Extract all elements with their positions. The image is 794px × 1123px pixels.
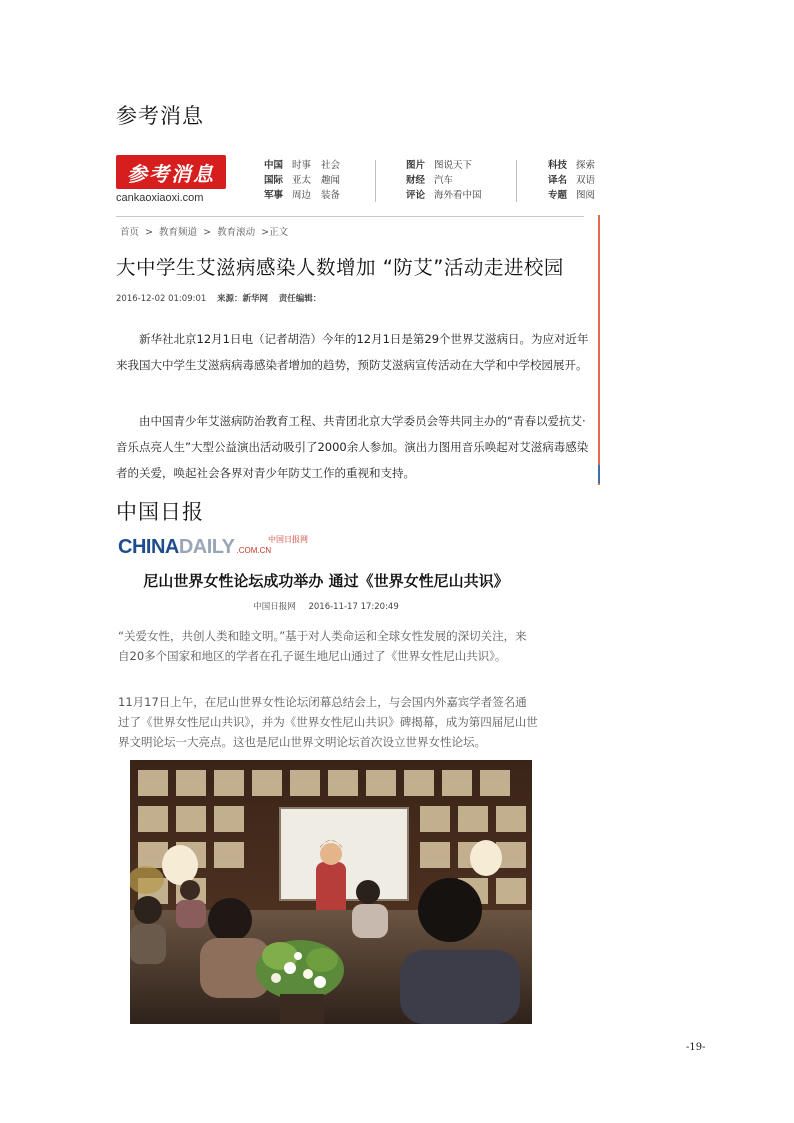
chinadaily-paragraph-2: 11月17日上午，在尼山世界女性论坛闭幕总结会上，与会国内外嘉宾学者签名通过了《世界女性尼山共识》，并为《世界女性尼山共识》碑揭幕，成为第四届尼山世界文明论坛一大亮点。这也是尼山世界文明论坛首次设立世界女性论坛。 (118, 695, 538, 749)
nav-head[interactable]: 专题 (548, 190, 568, 201)
cankao-logo-mark: 参考消息 (116, 155, 226, 189)
nav-separator (516, 160, 517, 202)
nav-head[interactable]: 财经 (406, 175, 426, 186)
nav-item[interactable]: 图阅 (576, 190, 596, 201)
article-source: 中国日报网 (253, 602, 296, 612)
nav-item[interactable]: 装备 (321, 190, 341, 201)
article-editor: 责任编辑： (278, 294, 322, 304)
cankao-logo[interactable] (116, 155, 228, 205)
breadcrumb-link-education[interactable]: 教育频道 (159, 227, 198, 238)
cankao-headline: 大中学生艾滋病感染人数增加 “防艾”活动走进校园 (116, 256, 564, 279)
cankao-paragraph-2: 由中国青少年艾滋病防治教育工程、共青团北京大学委员会等共同主办的“青春以爱抗艾·音乐点亮人生”大型公益演出活动吸引了2000余人参加。演出力图用音乐唤起对艾滋病毒感染者的关爱，唤起社会各界对青少年防艾工作的重视和支持。 (116, 414, 589, 480)
chinadaily-logo-domain: .COM.CN (236, 546, 272, 555)
breadcrumb (120, 224, 291, 238)
cankao-nav-col-1 (264, 158, 350, 203)
article-date: 2016-11-17 17:20:49 (308, 602, 399, 612)
cankao-article-meta (116, 292, 329, 304)
nav-item[interactable]: 趣闻 (321, 175, 341, 186)
nav-head[interactable]: 译名 (548, 175, 568, 186)
nav-head[interactable]: 科技 (548, 160, 568, 171)
nav-item[interactable]: 汽车 (434, 175, 454, 186)
forum-photo-illustration (130, 760, 532, 1024)
nav-head[interactable]: 国际 (264, 175, 284, 186)
breadcrumb-current: >正文 (261, 227, 289, 238)
forum-photo (130, 760, 532, 1024)
breadcrumb-separator: > (203, 227, 212, 238)
cankao-nav-col-2 (406, 158, 492, 203)
breadcrumb-separator: > (145, 227, 154, 238)
nav-head[interactable]: 军事 (264, 190, 284, 201)
section-title-chinadaily: 中国日报 (116, 500, 204, 524)
chinadaily-logo-daily: DAILY (178, 536, 235, 558)
chinadaily-paragraph-1: “关爱女性，共创人类和睦文明。”基于对人类命运和全球女性发展的深切关注，来自20多个国家和地区的学者在孔子诞生地尼山通过了《世界女性尼山共识》。 (118, 629, 527, 663)
nav-item[interactable]: 双语 (576, 175, 596, 186)
nav-item[interactable]: 时事 (292, 160, 312, 171)
chinadaily-logo-china: CHINA (118, 536, 179, 558)
chinadaily-headline: 尼山世界女性论坛成功举办 通过《世界女性尼山共识》 (143, 572, 509, 590)
nav-item[interactable]: 社会 (321, 160, 341, 171)
cankao-nav-col-3 (548, 158, 605, 203)
chinadaily-logo[interactable] (118, 535, 308, 559)
nav-head[interactable]: 中国 (264, 160, 284, 171)
article-date: 2016-12-02 01:09:01 (116, 294, 207, 304)
page-number: -19- (686, 1042, 706, 1053)
cankao-logo-domain: cankaoxiaoxi.com (116, 192, 204, 204)
section-title-cankao: 参考消息 (116, 104, 204, 128)
breadcrumb-link-home[interactable]: 首页 (120, 227, 140, 238)
breadcrumb-link-education-scroll[interactable]: 教育滚动 (217, 227, 256, 238)
nav-item[interactable]: 图说天下 (434, 160, 473, 171)
chinadaily-article-meta (116, 600, 536, 612)
scrollbar-track[interactable] (598, 215, 600, 485)
nav-head[interactable]: 图片 (406, 160, 426, 171)
article-source: 来源：新华网 (216, 294, 268, 304)
nav-item[interactable]: 探索 (576, 160, 596, 171)
scrollbar-thumb[interactable] (598, 465, 600, 483)
chinadaily-logo-cn: 中国日报网 (268, 535, 308, 544)
header-divider (116, 216, 584, 217)
nav-separator (375, 160, 376, 202)
nav-item[interactable]: 亚太 (292, 175, 312, 186)
cankao-paragraph-1: 新华社北京12月1日电（记者胡浩）今年的12月1日是第29个世界艾滋病日。为应对近年来我国大中学生艾滋病病毒感染者增加的趋势，预防艾滋病宣传活动在大学和中学校园展开。 (116, 332, 589, 372)
nav-item[interactable]: 周边 (292, 190, 312, 201)
nav-head[interactable]: 评论 (406, 190, 426, 201)
nav-item[interactable]: 海外看中国 (434, 190, 482, 201)
